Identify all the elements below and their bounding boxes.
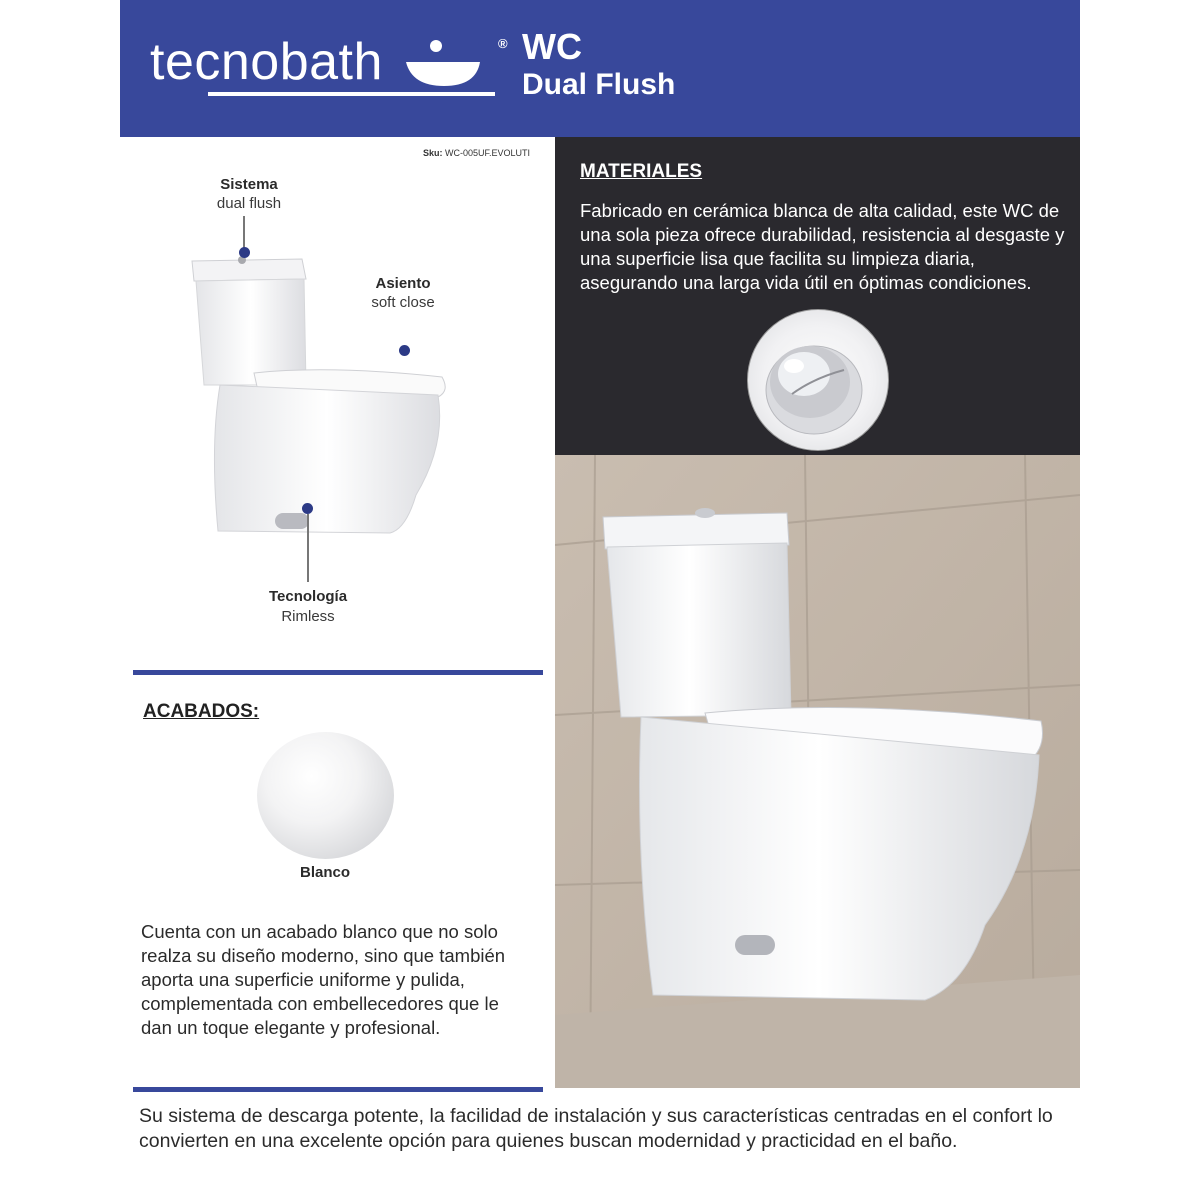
- sku-value: WC-005UF.EVOLUTI: [445, 148, 531, 158]
- callout-system-title: Sistema: [220, 176, 278, 193]
- callout-system-dot: [239, 247, 250, 258]
- callout-seat-title: Asiento: [375, 275, 431, 292]
- page-title: WC: [522, 26, 582, 67]
- callout-system-line: [243, 216, 245, 248]
- divider-top: [133, 670, 543, 675]
- callout-tech-dot: [302, 503, 313, 514]
- callout-system-subtitle: dual flush: [216, 195, 282, 212]
- materials-heading: MATERIALES: [580, 161, 703, 182]
- callout-seat-dot: [399, 345, 410, 356]
- callout-tech-title: Tecnología: [268, 588, 348, 605]
- logo-underline: [208, 92, 495, 96]
- finish-description: Cuenta con un acabado blanco que no solo realza su diseño moderno, sino que también aporta una superficie uniforme y pulida, complementada con embellecedores que le dan un toque elegante y profesional.: [141, 921, 506, 1038]
- brand-logo: [150, 26, 508, 102]
- divider-bottom: [133, 1087, 543, 1092]
- callout-tech-line: [307, 514, 309, 582]
- summary-paragraph: Su sistema de descarga potente, la facilidad de instalación y sus características centradas en el confort lo convierten en una excelente opción para quienes buscan modernidad y practicidad en el baño.: [139, 1105, 1053, 1152]
- callout-seat-subtitle: soft close: [371, 294, 435, 311]
- header-banner: [120, 0, 1080, 137]
- sku-label: Sku:: [423, 148, 443, 158]
- basin-icon: [402, 26, 492, 102]
- registered-mark: ®: [498, 36, 508, 51]
- materials-description: Fabricado en cerámica blanca de alta calidad, este WC de una sola pieza ofrece durabilidad, resistencia al desgaste y una superficie lisa que facilita su limpieza diaria, asegurando una larga vida útil en óptimas condiciones.: [580, 200, 1065, 293]
- materials-panel: [555, 137, 1080, 455]
- finish-swatch-label: Blanco: [299, 864, 350, 881]
- page-subtitle: Dual Flush: [522, 68, 676, 101]
- brand-name: tecnobath: [150, 33, 383, 91]
- product-photo: [555, 455, 1080, 1088]
- flush-button-closeup: [747, 309, 889, 451]
- flush-button-icon: [748, 310, 888, 450]
- finishes-heading: ACABADOS:: [143, 701, 260, 722]
- bathroom-scene: [555, 455, 1080, 1088]
- sku-line: [423, 148, 530, 158]
- finish-swatch-white: [257, 732, 394, 859]
- callout-tech-subtitle: Rimless: [281, 608, 335, 625]
